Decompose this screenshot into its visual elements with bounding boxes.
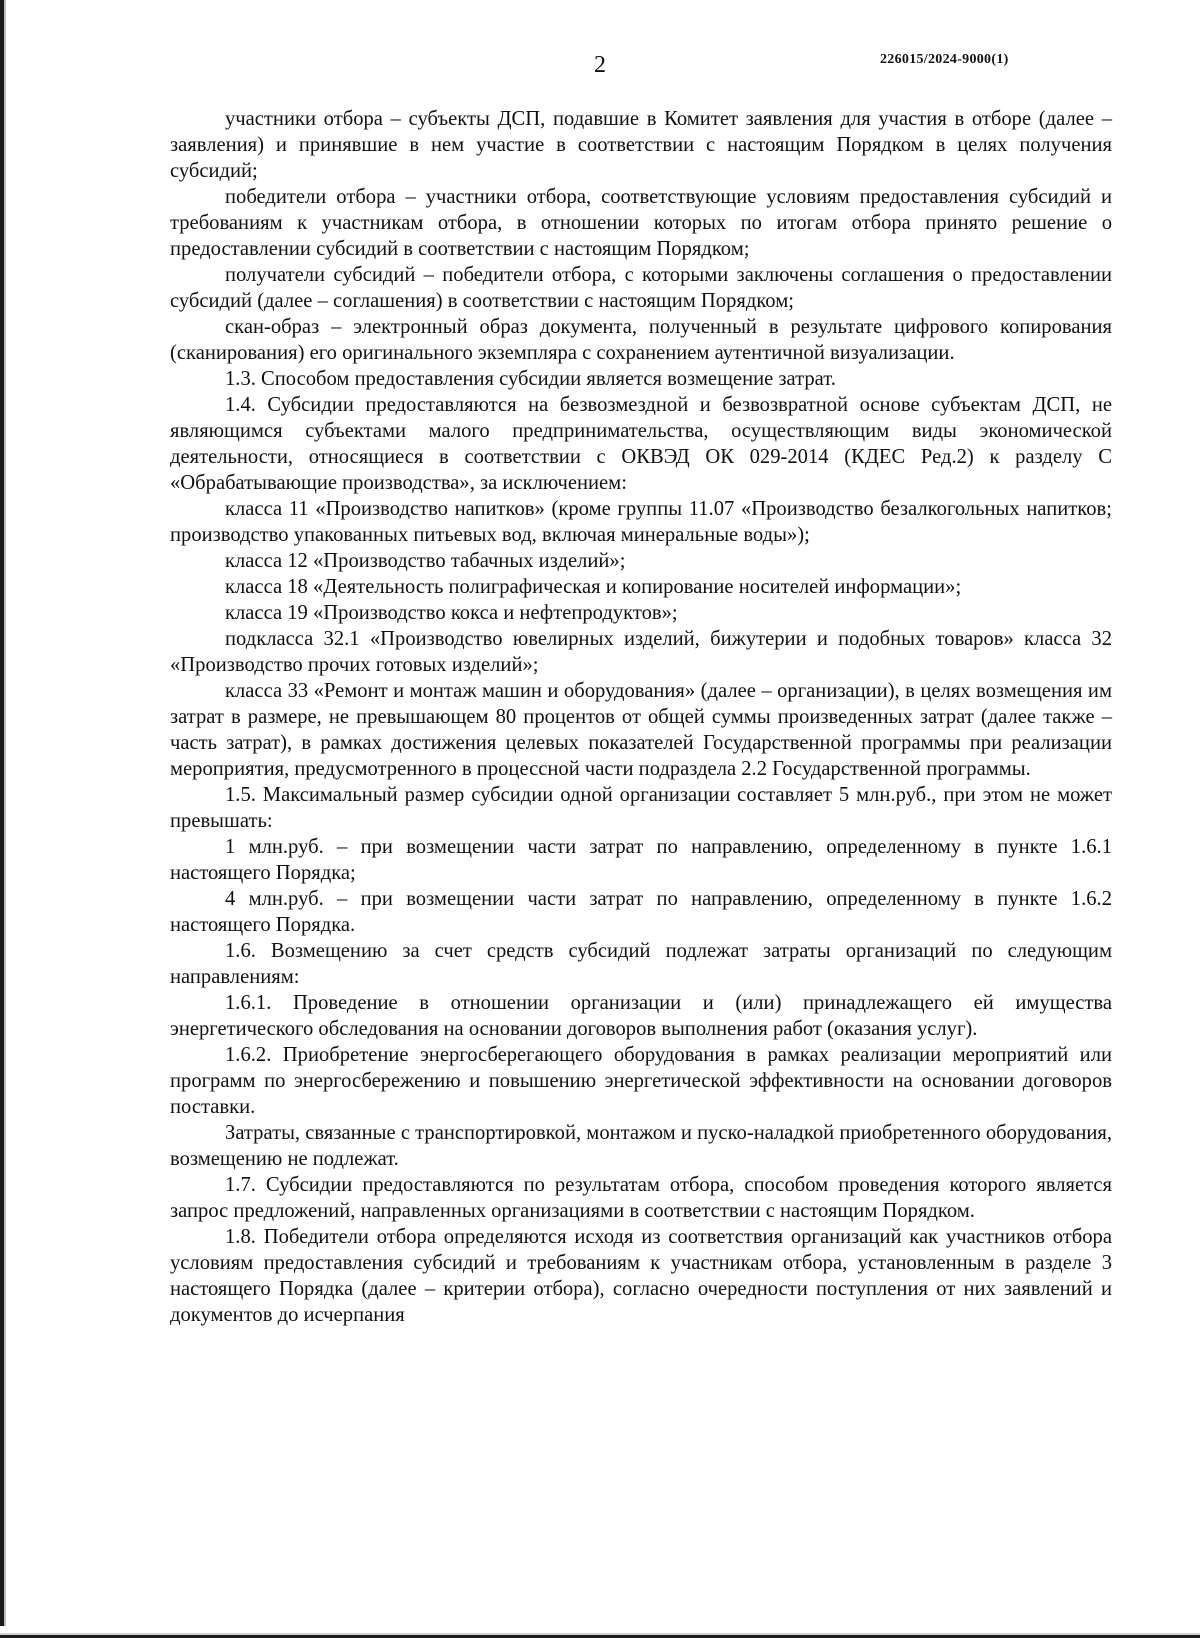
limit-1-million: 1 млн.руб. – при возмещении части затрат по направлению, определенному в пункте 1.6.1 настоящего Порядка;	[170, 836, 1112, 884]
non-reimbursable-costs: Затраты, связанные с транспортировкой, монтажом и пуско-наладкой приобретенного оборудования, возмещению не подлежат.	[170, 1122, 1112, 1170]
definition-participants: участники отбора – субъекты ДСП, подавшие в Комитет заявления для участия в отборе (далее – заявления) и принявшие в нем участие в соответствии с настоящим Порядком в целях получения субсидий;	[170, 108, 1112, 182]
exclusion-class-18: класса 18 «Деятельность полиграфическая и копирование носителей информации»;	[225, 576, 962, 598]
clause-1-4: 1.4. Субсидии предоставляются на безвозмездной и безвозвратной основе субъектам ДСП, не являющимся субъектами малого предпринимательства, осуществляющим виды экономической деятельности, относящиеся в соответствии с ОКВЭД ОК 029-2014 (КДЕС Ред.2) к разделу С «Обрабатывающие производства», за исключением:	[170, 394, 1112, 494]
scan-edge-left	[0, 0, 12, 1638]
exclusion-class-11: класса 11 «Производство напитков» (кроме группы 11.07 «Производство безалкогольных напитков; производство упакованных питьевых вод, включая минеральные воды»);	[170, 498, 1112, 546]
exclusion-class-19: класса 19 «Производство кокса и нефтепродуктов»;	[225, 602, 678, 624]
scan-edge-bottom	[0, 1626, 1200, 1638]
exclusion-class-33: класса 33 «Ремонт и монтаж машин и оборудования» (далее – организации), в целях возмещения им затрат в размере, не превышающем 80 процентов от общей суммы произведенных затрат (далее также – часть затрат), в рамках достижения целевых показателей Государственной программы при реализации мероприятия, предусмотренного в процессной части подраздела 2.2 Государственной программы.	[170, 680, 1112, 780]
definition-scan-image: скан-образ – электронный образ документа, полученный в результате цифрового копирования (сканирования) его оригинального экземпляра с сохранением аутентичной визуализации.	[170, 316, 1112, 364]
clause-1-6-1: 1.6.1. Проведение в отношении организации и (или) принадлежащего ей имущества энергетического обследования на основании договоров выполнения работ (оказания услуг).	[170, 992, 1112, 1040]
definition-winners: победители отбора – участники отбора, соответствующие условиям предоставления субсидий и требованиям к участникам отбора, в отношении которых по итогам отбора принято решение о предоставлении субсидий в соответствии с настоящим Порядком;	[170, 186, 1112, 260]
document-body	[170, 106, 1112, 1328]
document-number: 226015/2024-9000(1)	[880, 52, 1009, 67]
definition-recipients: получатели субсидий – победители отбора, с которыми заключены соглашения о предоставлении субсидий (далее – соглашения) в соответствии с настоящим Порядком;	[170, 264, 1112, 312]
clause-1-7: 1.7. Субсидии предоставляются по результатам отбора, способом проведения которого является запрос предложений, направленных организациями в соответствии с настоящим Порядком.	[170, 1174, 1112, 1222]
clause-1-8: 1.8. Победители отбора определяются исходя из соответствия организаций как участников отбора условиям предоставления субсидий и требованиям к участникам отбора, установленным в разделе 3 настоящего Порядка (далее – критерии отбора), согласно очередности поступления от них заявлений и документов до исчерпания	[170, 1226, 1112, 1326]
page-number: 2	[594, 52, 606, 78]
clause-1-3: 1.3. Способом предоставления субсидии является возмещение затрат.	[225, 368, 836, 390]
clause-1-6: 1.6. Возмещению за счет средств субсидий подлежат затраты организаций по следующим направлениям:	[170, 940, 1112, 988]
exclusion-subclass-32-1: подкласса 32.1 «Производство ювелирных изделий, бижутерии и подобных товаров» класса 32 «Производство прочих готовых изделий»;	[170, 628, 1112, 676]
clause-1-5: 1.5. Максимальный размер субсидии одной организации составляет 5 млн.руб., при этом не может превышать:	[170, 784, 1112, 832]
clause-1-6-2: 1.6.2. Приобретение энергосберегающего оборудования в рамках реализации мероприятий или программ по энергосбережению и повышению энергетической эффективности на основании договоров поставки.	[170, 1044, 1112, 1118]
exclusion-class-12: класса 12 «Производство табачных изделий»;	[225, 550, 626, 572]
limit-4-million: 4 млн.руб. – при возмещении части затрат по направлению, определенному в пункте 1.6.2 настоящего Порядка.	[170, 888, 1112, 936]
